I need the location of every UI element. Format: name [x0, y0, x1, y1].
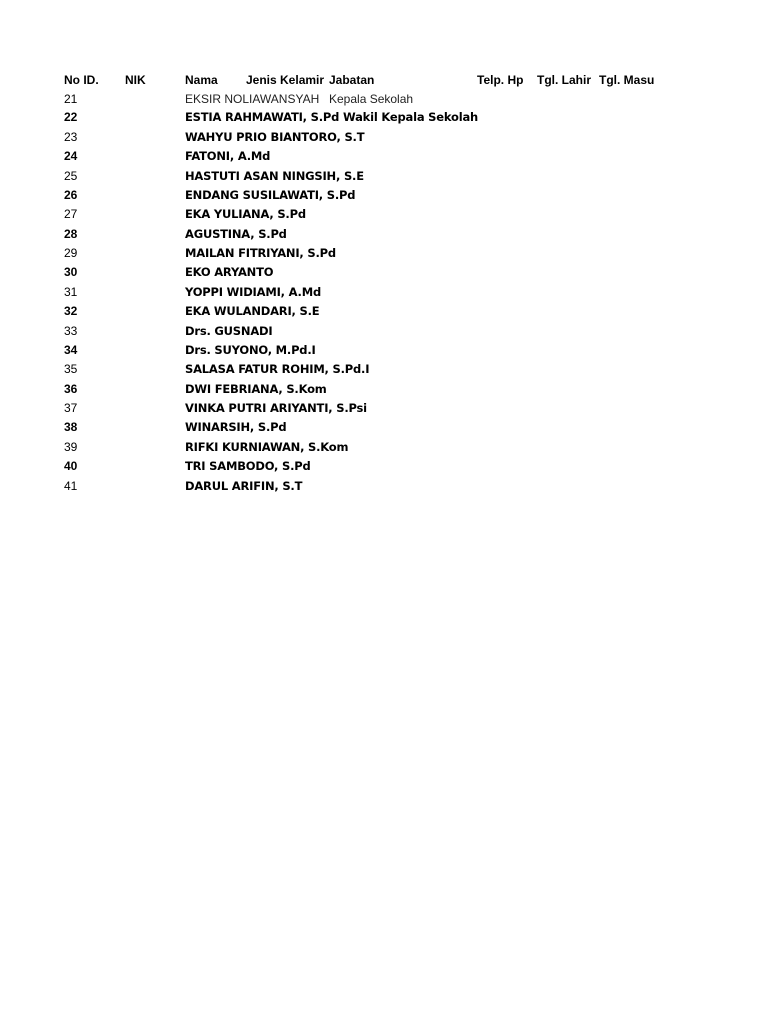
cell-nama: ESTIA RAHMAWATI, S.Pd	[185, 110, 340, 124]
cell-nama: EKA WULANDARI, S.E	[185, 304, 320, 318]
cell-nama: YOPPI WIDIAMI, A.Md	[185, 285, 321, 299]
cell-no-id: 31	[64, 285, 78, 299]
cell-no-id: 30	[64, 265, 78, 279]
cell-nama: WINARSIH, S.Pd	[185, 420, 287, 434]
table-header-row	[0, 71, 768, 89]
header-nama: Nama	[185, 73, 218, 87]
cell-no-id: 35	[64, 362, 78, 376]
header-nik: NIK	[125, 73, 146, 87]
cell-no-id: 36	[64, 382, 78, 396]
cell-nama: EKO ARYANTO	[185, 265, 274, 279]
table-row	[0, 167, 768, 186]
cell-nama: MAILAN FITRIYANI, S.Pd	[185, 246, 336, 260]
table-row	[0, 438, 768, 457]
cell-no-id: 22	[64, 110, 78, 124]
table-body	[0, 90, 768, 493]
table-row	[0, 283, 768, 302]
header-tgl-masuk: Tgl. Masu	[599, 73, 655, 87]
table-row	[0, 128, 768, 147]
cell-no-id: 40	[64, 459, 78, 473]
cell-no-id: 39	[64, 440, 78, 454]
table-row	[0, 186, 768, 205]
cell-no-id: 23	[64, 130, 78, 144]
table-row	[0, 147, 768, 166]
cell-no-id: 37	[64, 401, 78, 415]
table-row	[0, 322, 768, 341]
cell-no-id: 24	[64, 149, 78, 163]
cell-nama: RIFKI KURNIAWAN, S.Kom	[185, 440, 349, 454]
header-no-id: No ID.	[64, 73, 99, 87]
cell-nama: TRI SAMBODO, S.Pd	[185, 459, 311, 473]
table-row	[0, 205, 768, 224]
cell-nama: Drs. GUSNADI	[185, 324, 273, 338]
cell-nama: SALASA FATUR ROHIM, S.Pd.I	[185, 362, 370, 376]
table-row	[0, 457, 768, 476]
table-row	[0, 477, 768, 496]
table-row	[0, 302, 768, 321]
table-row	[0, 90, 768, 109]
table-row	[0, 360, 768, 379]
table-row	[0, 263, 768, 282]
cell-nama: AGUSTINA, S.Pd	[185, 227, 287, 241]
table-row	[0, 244, 768, 263]
table-row	[0, 399, 768, 418]
table-row	[0, 341, 768, 360]
table-row	[0, 108, 768, 127]
cell-no-id: 38	[64, 420, 78, 434]
cell-no-id: 25	[64, 169, 78, 183]
cell-jabatan: Wakil Kepala Sekolah	[343, 110, 478, 124]
cell-nama: WAHYU PRIO BIANTORO, S.T	[185, 130, 365, 144]
header-jenis-kelamin: Jenis Kelamir	[246, 73, 325, 87]
cell-no-id: 28	[64, 227, 78, 241]
cell-no-id: 29	[64, 246, 78, 260]
cell-no-id: 34	[64, 343, 78, 357]
cell-no-id: 26	[64, 188, 78, 202]
cell-nama: ENDANG SUSILAWATI, S.Pd	[185, 188, 356, 202]
table-row	[0, 380, 768, 399]
header-telp-hp: Telp. Hp	[477, 73, 524, 87]
header-tgl-lahir: Tgl. Lahir	[537, 73, 591, 87]
cell-nama: EKA YULIANA, S.Pd	[185, 207, 306, 221]
cell-nama: EKSIR NOLIAWANSYAH	[185, 92, 320, 106]
cell-no-id: 33	[64, 324, 78, 338]
cell-no-id: 41	[64, 479, 78, 493]
cell-nama: Drs. SUYONO, M.Pd.I	[185, 343, 316, 357]
cell-no-id: 21	[64, 92, 78, 106]
cell-nama: FATONI, A.Md	[185, 149, 271, 163]
table-row	[0, 418, 768, 437]
cell-jabatan: Kepala Sekolah	[329, 92, 414, 106]
cell-nama: HASTUTI ASAN NINGSIH, S.E	[185, 169, 364, 183]
cell-nama: VINKA PUTRI ARIYANTI, S.Psi	[185, 401, 367, 415]
cell-nama: DWI FEBRIANA, S.Kom	[185, 382, 327, 396]
cell-no-id: 27	[64, 207, 78, 221]
cell-nama: DARUL ARIFIN, S.T	[185, 479, 303, 493]
table-row	[0, 225, 768, 244]
header-jabatan: Jabatan	[329, 73, 375, 87]
cell-no-id: 32	[64, 304, 78, 318]
